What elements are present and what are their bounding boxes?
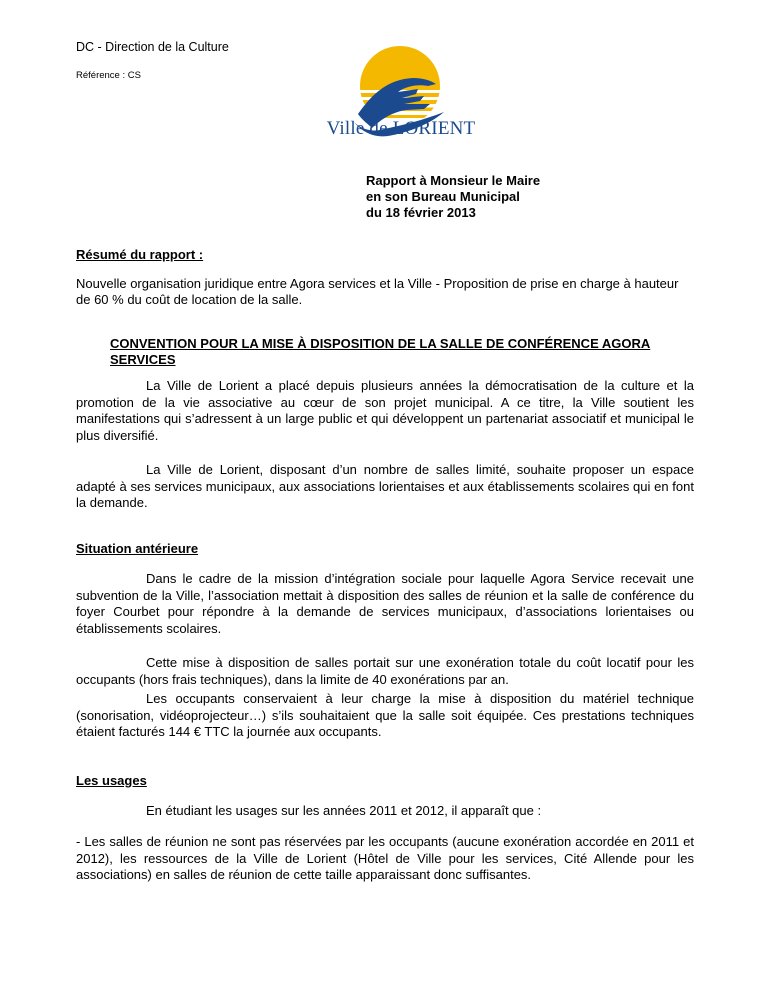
paragraph-text: Dans le cadre de la mission d’intégration sociale pour laquelle Agora Service recevait une subvention de la Ville, l’association mettait à disposition des salles de réunion et la salle de conférence du foyer Courbet pour répondre à la demande de services municipaux, d’associations lorientaises ou établissements scolaires.	[76, 571, 694, 636]
report-title-line: Rapport à Monsieur le Maire	[366, 173, 541, 188]
paragraph	[76, 655, 694, 688]
paragraph-text: Les occupants conservaient à leur charge la mise à disposition du matériel technique (sonorisation, vidéoprojecteur…) s’ils souhaitaient que la salle soit équipée. Ces prestations techniques étaient facturés 144 € TTC la journée aux occupants.	[76, 691, 694, 739]
paragraph	[76, 378, 694, 444]
paragraph	[76, 462, 694, 512]
paragraph-text: Cette mise à disposition de salles portait sur une exonération totale du coût locatif pour les occupants (hors frais techniques), dans la limite de 40 exonérations par an.	[76, 655, 694, 687]
paragraph: - Les salles de réunion ne sont pas réservées par les occupants (aucune exonération accordée en 2011 et 2012), les ressources de la Ville de Lorient (Hôtel de Ville pour les services, Cité Allende pour les associations) en salles de réunion de cette taille apparaissant donc suffisantes.	[76, 834, 694, 882]
report-title	[366, 173, 540, 221]
report-title-line: en son Bureau Municipal	[366, 189, 520, 204]
report-title-line: du 18 février 2013	[366, 205, 476, 220]
paragraph	[76, 691, 694, 741]
paragraph-text: La Ville de Lorient a placé depuis plusieurs années la démocratisation de la culture et la promotion de la vie associative au cœur de son projet municipal. A ce titre, la Ville soutient les manifestations qui s’adressent à un large public et qui développent un partenariat associatif et municipal le plus diversifié.	[76, 378, 694, 443]
summary-heading: Résumé du rapport :	[76, 247, 204, 262]
paragraph-text: En étudiant les usages sur les années 2011 et 2012, il apparaît que :	[146, 803, 542, 818]
situation-heading: Situation antérieure	[76, 541, 199, 556]
paragraph	[76, 571, 694, 637]
paragraph-text: La Ville de Lorient, disposant d’un nombre de salles limité, souhaite proposer un espace adapté à ses services municipaux, aux associations lorientaises et aux établissements scolaires qui en font la demande.	[76, 462, 694, 510]
reference-label: Référence : CS	[76, 70, 141, 81]
usages-heading: Les usages	[76, 773, 147, 788]
convention-title: CONVENTION POUR LA MISE À DISPOSITION DE LA SALLE DE CONFÉRENCE AGORA SERVICES	[110, 336, 651, 367]
department-label: DC - Direction de la Culture	[76, 40, 229, 54]
paragraph	[76, 803, 694, 820]
logo-text: Ville de LORIENT	[326, 118, 476, 139]
summary-text: Nouvelle organisation juridique entre Agora services et la Ville - Proposition de prise en charge à hauteur de 60 % du coût de location de la salle.	[76, 276, 679, 307]
